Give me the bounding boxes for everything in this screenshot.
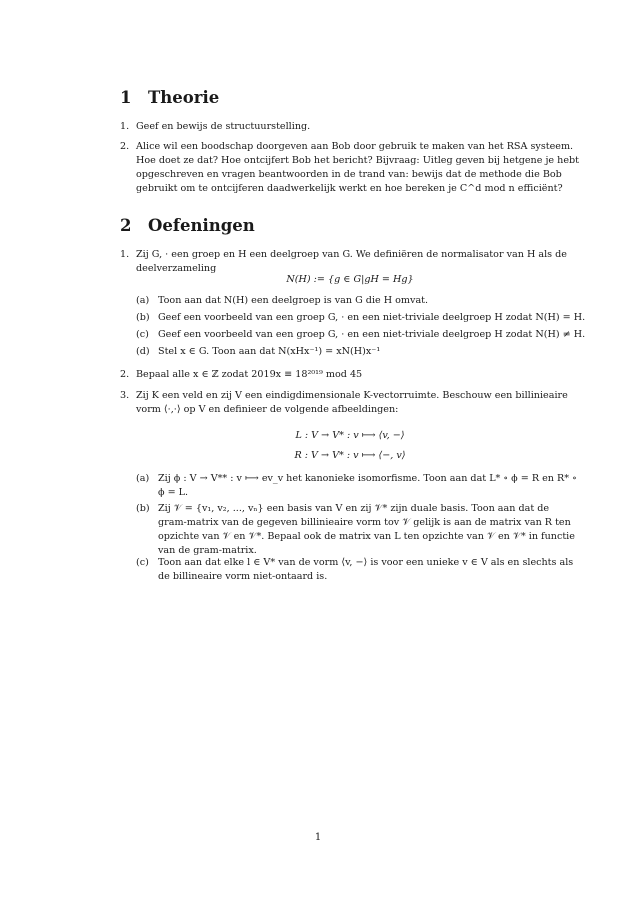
subitem-text: Zij 𝒱 = {v₁, v₂, ..., vₙ} een basis van V en zij 𝒱* zijn duale basis. Toon aan dat de gram-matrix van de gegeven billinieaire vorm tov 𝒱 gelijk is aan de matrix van R ten opzichte van 𝒱 en 𝒱*. Bepaal ook de matrix van L ten opzichte van 𝒱 en 𝒱* in functie van de gram-matrix. <box>158 503 575 556</box>
exercise-1-sub-a <box>136 294 580 308</box>
subitem-text: Toon aan dat N(H) een deelgroep is van G die H omvat. <box>158 295 429 306</box>
subitem-text: Geef een voorbeeld van een groep G, · en een niet-triviale deelgroep H zodat N(H) = H. <box>158 312 586 323</box>
theory-item-1 <box>120 120 580 134</box>
item-marker: 2. <box>120 141 130 152</box>
subitem-marker: (c) <box>136 557 149 568</box>
item-marker: 1. <box>120 249 130 260</box>
exercise-1-sub-c <box>136 328 588 342</box>
section-number: 2 <box>120 216 132 235</box>
subitem-marker: (b) <box>136 312 150 323</box>
subitem-text: Stel x ∈ G. Toon aan dat N(xHx⁻¹) = xN(H)x⁻¹ <box>158 346 381 357</box>
exercise-1-sub-b <box>136 311 588 325</box>
display-equation-L: L : V → V* : v ⟼ ⟨v, −⟩ <box>295 430 405 441</box>
subitem-text: Toon aan dat elke l ∈ V* van de vorm ⟨v, −⟩ is voor een unieke v ∈ V als en slechts als de billineaire vorm niet-ontaard is. <box>158 557 574 582</box>
subitem-marker: (a) <box>136 295 150 306</box>
subitem-marker: (a) <box>136 473 150 484</box>
subitem-marker: (b) <box>136 503 150 514</box>
section-title: Oefeningen <box>148 216 255 235</box>
exercise-item-3 <box>120 389 580 417</box>
item-text: Bepaal alle x ∈ ℤ zodat 2019x ≡ 18²⁰¹⁹ mod 45 <box>136 369 363 380</box>
page-number: 1 <box>314 832 322 843</box>
section-number: 1 <box>120 88 132 107</box>
exercise-3-sub-c <box>136 556 580 584</box>
item-marker: 1. <box>120 121 130 132</box>
item-marker: 3. <box>120 390 130 401</box>
item-text: Zij G, · een groep en H een deelgroep van G. We definiëren de normalisator van H als de deelverzameling <box>136 249 567 274</box>
exercise-3-sub-a <box>136 472 580 500</box>
exercise-1-sub-d <box>136 345 580 359</box>
display-equation-R: R : V → V* : v ⟼ ⟨−, v⟩ <box>294 450 406 461</box>
item-text: Alice wil een boodschap doorgeven aan Bob door gebruik te maken van het RSA systeem. Hoe doet ze dat? Hoe ontcijfert Bob het bericht? Bijvraag: Uitleg geven bij hetgene je hebt opgeschreven en vragen beantwoorden in de trand van: bewijs dat de methode die Bob gebruikt om te ontcijferen daadwerkelijk werkt en hoe bereken je C^d mod n efficiënt? <box>136 141 580 194</box>
subitem-text: Zij ϕ : V → V** : v ⟼ ev_v het kanonieke isomorfisme. Toon aan dat L* ∘ ϕ = R en R* ∘ ϕ = L. <box>158 473 577 498</box>
subitem-marker: (c) <box>136 329 149 340</box>
subitem-text: Geef een voorbeeld van een groep G, · en een niet-triviale deelgroep H zodat N(H) ≠ H. <box>158 329 586 340</box>
section-title: Theorie <box>148 88 220 107</box>
subitem-marker: (d) <box>136 346 150 357</box>
exercise-item-2 <box>120 368 580 382</box>
section-heading-oefeningen <box>120 216 255 235</box>
item-text: Geef en bewijs de structuurstelling. <box>136 121 311 132</box>
section-heading-theorie <box>120 88 219 107</box>
exercise-item-1 <box>120 248 580 276</box>
display-equation: N(H) := {g ∈ G|gH = Hg} <box>286 274 414 285</box>
exercise-3-sub-b <box>136 502 580 558</box>
item-marker: 2. <box>120 369 130 380</box>
theory-item-2 <box>120 140 580 196</box>
item-text: Zij K een veld en zij V een eindigdimensionale K-vectorruimte. Beschouw een billinieaire vorm ⟨·,·⟩ op V en definieer de volgende afbeeldingen: <box>136 390 568 415</box>
